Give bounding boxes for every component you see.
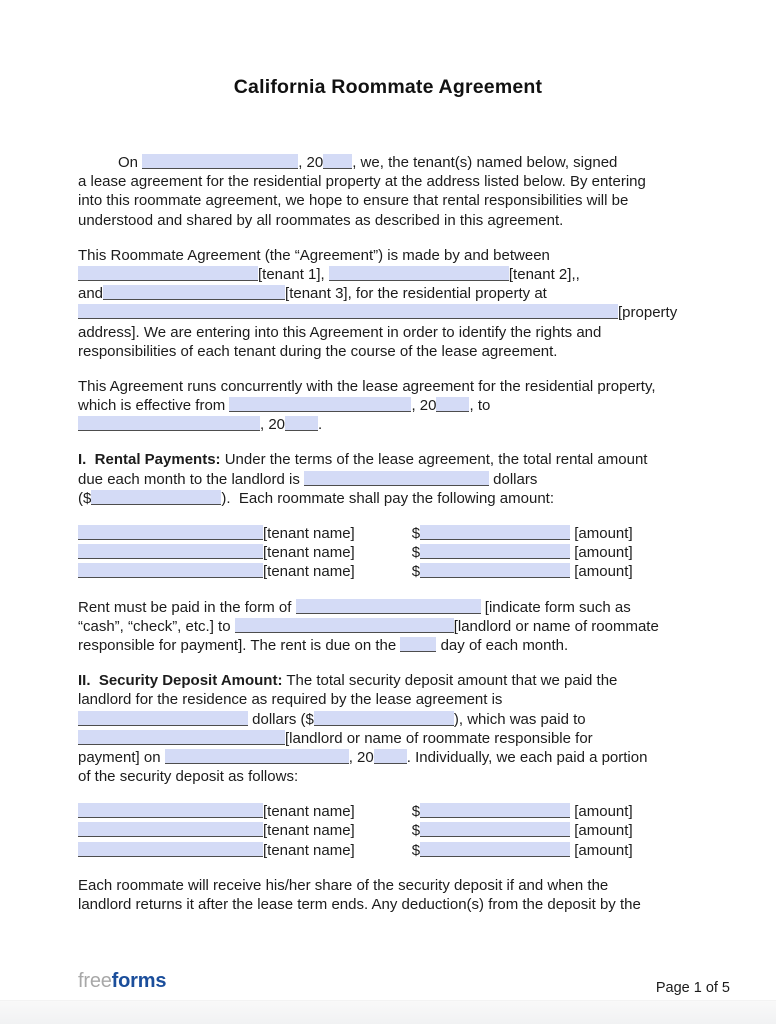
- text-run: landlord for the residence as required by the lease agreement is: [78, 691, 503, 709]
- text-run: landlord returns it after the lease term ends. Any deduction(s) from the deposit by the: [78, 896, 641, 913]
- form-blank-field[interactable]: [78, 416, 260, 431]
- text-run: , 20: [411, 397, 437, 415]
- text-run: $: [411, 841, 421, 859]
- text-run: , 20: [348, 748, 374, 766]
- text-run: Each roommate will receive his/her share of the security deposit if and when the: [78, 876, 609, 894]
- text-run: [tenant name]: [263, 822, 355, 840]
- text-run: [amount]: [570, 841, 633, 859]
- text-line: [78, 876, 736, 895]
- text-line: [78, 489, 736, 508]
- form-blank-field[interactable]: [420, 544, 570, 559]
- text-run: [amount]: [570, 822, 633, 840]
- text-run: which is effective from: [78, 397, 230, 415]
- text-run: and: [78, 285, 104, 303]
- form-blank-field[interactable]: [436, 397, 469, 412]
- spacer: [355, 556, 412, 557]
- intro-paragraph: [78, 153, 736, 230]
- text-line: [78, 450, 736, 469]
- section-heading-text: II. Security Deposit Amount:: [78, 672, 283, 690]
- text-line: [78, 767, 736, 786]
- page-title: California Roommate Agreement: [233, 76, 543, 98]
- form-blank-field[interactable]: [78, 266, 258, 281]
- form-blank-field[interactable]: [78, 711, 248, 726]
- text-run: [property: [618, 304, 678, 322]
- text-line: [78, 211, 736, 230]
- text-run: $: [411, 822, 421, 840]
- text-run: dollars ($: [248, 710, 314, 728]
- form-blank-field[interactable]: [420, 822, 570, 837]
- form-blank-field[interactable]: [229, 397, 411, 412]
- text-run: The total security deposit amount that we paid the: [282, 672, 618, 690]
- document-body: [0, 98, 776, 914]
- text-line: [78, 191, 736, 210]
- spacer: [355, 834, 412, 835]
- text-run: On: [118, 154, 143, 171]
- form-blank-field[interactable]: [420, 842, 570, 857]
- text-run: , 20: [260, 416, 286, 434]
- text-run: [tenant name]: [263, 563, 355, 581]
- text-run: day of each month.: [436, 636, 569, 654]
- text-run: $: [411, 563, 421, 581]
- text-line: [78, 598, 736, 617]
- form-blank-field[interactable]: [314, 711, 454, 726]
- text-run: of the security deposit as follows:: [78, 768, 299, 786]
- text-line: [78, 671, 736, 690]
- text-run: [amount]: [570, 525, 633, 542]
- text-run: [tenant name]: [263, 544, 355, 562]
- text-run: due each month to the landlord is: [78, 470, 304, 488]
- form-blank-field[interactable]: [78, 730, 285, 745]
- logo-text-forms: forms: [111, 970, 167, 992]
- text-run: responsibilities of each tenant during the course of the lease agreement.: [78, 342, 558, 360]
- spacer: [355, 815, 412, 816]
- spacer: [355, 854, 412, 855]
- page-number-label: Page 1 of 5: [655, 980, 730, 996]
- text-line: [78, 153, 736, 172]
- text-line: [78, 246, 736, 265]
- text-run: [indicate form such as: [480, 598, 631, 616]
- logo-text-free: free: [78, 970, 112, 992]
- text-run: .: [318, 416, 323, 434]
- text-run: $: [411, 525, 421, 542]
- form-blank-field[interactable]: [78, 822, 263, 837]
- text-run: [amount]: [570, 803, 633, 821]
- form-blank-field[interactable]: [323, 154, 352, 169]
- term-paragraph: [78, 377, 736, 435]
- text-line: [78, 562, 736, 581]
- text-line: [78, 802, 736, 821]
- form-blank-field[interactable]: [420, 803, 570, 818]
- text-run: “cash”, “check”, etc.] to: [78, 617, 235, 635]
- text-run: [tenant 3], for the residential property at: [285, 285, 547, 303]
- freeforms-logo[interactable]: [78, 969, 166, 993]
- form-blank-field[interactable]: [165, 749, 349, 764]
- text-line: [78, 841, 736, 860]
- deposit-return-paragraph: [78, 876, 736, 914]
- text-run: [tenant 1],: [258, 265, 329, 283]
- spacer: [78, 166, 118, 167]
- text-line: [78, 821, 736, 840]
- text-run: This Roommate Agreement (the “Agreement”) is made by and between: [78, 246, 550, 264]
- viewer-background-strip: [0, 1000, 776, 1024]
- text-line: [78, 172, 736, 191]
- text-run: [tenant name]: [263, 525, 355, 542]
- text-run: $: [411, 544, 421, 562]
- form-blank-field[interactable]: [329, 266, 509, 281]
- rent-share-table: [78, 524, 736, 582]
- spacer: [355, 537, 412, 538]
- form-blank-field[interactable]: [78, 544, 263, 559]
- text-line: [78, 748, 736, 767]
- section-heading-text: I. Rental Payments:: [78, 451, 221, 469]
- form-blank-field[interactable]: [78, 304, 618, 319]
- text-run: [tenant name]: [263, 803, 355, 821]
- text-run: ($: [78, 489, 92, 507]
- text-run: dollars: [488, 470, 538, 488]
- rent-form-paragraph: [78, 598, 736, 656]
- form-blank-field[interactable]: [142, 154, 298, 169]
- text-run: [amount]: [570, 563, 633, 581]
- form-blank-field[interactable]: [400, 637, 436, 652]
- text-run: Under the terms of the lease agreement, the total rental amount: [220, 451, 648, 469]
- text-run: payment] on: [78, 748, 165, 766]
- text-run: $: [411, 803, 421, 821]
- form-blank-field[interactable]: [103, 285, 285, 300]
- text-line: [78, 303, 736, 322]
- form-blank-field[interactable]: [420, 563, 570, 578]
- text-run: Rent must be paid in the form of: [78, 598, 296, 616]
- text-run: address]. We are entering into this Agreement in order to identify the rights and: [78, 323, 602, 341]
- text-line: [78, 617, 736, 636]
- text-run: [landlord or name of roommate: [453, 617, 659, 635]
- text-run: ), which was paid to: [453, 710, 586, 728]
- text-line: [78, 323, 736, 342]
- text-line: [78, 470, 736, 489]
- text-run: a lease agreement for the residential property at the address listed below. By entering: [78, 173, 646, 191]
- text-run: , we, the tenant(s) named below, signed: [352, 154, 618, 171]
- parties-paragraph: [78, 246, 736, 361]
- text-run: responsible for payment]. The rent is due on the: [78, 636, 401, 654]
- text-run: [landlord or name of roommate responsible for: [285, 729, 593, 747]
- form-blank-field[interactable]: [374, 749, 407, 764]
- text-run: understood and shared by all roommates as described in this agreement.: [78, 211, 564, 229]
- form-blank-field[interactable]: [91, 490, 221, 505]
- text-line: [78, 265, 736, 284]
- section-rental-payments: [78, 450, 736, 508]
- text-line: [78, 895, 736, 914]
- text-line: [78, 342, 736, 361]
- deposit-share-table: [78, 802, 736, 860]
- text-line: [78, 415, 736, 434]
- text-run: , 20: [298, 154, 324, 171]
- form-blank-field[interactable]: [78, 525, 263, 540]
- text-run: into this roommate agreement, we hope to ensure that rental responsibilities will be: [78, 192, 629, 210]
- text-run: [amount]: [570, 544, 633, 562]
- text-line: [78, 690, 736, 709]
- form-blank-field[interactable]: [285, 416, 318, 431]
- form-blank-field[interactable]: [296, 599, 481, 614]
- form-blank-field[interactable]: [235, 618, 454, 633]
- text-line: [78, 543, 736, 562]
- section-security-deposit: [78, 671, 736, 786]
- text-line: [78, 284, 736, 303]
- text-run: [tenant name]: [263, 841, 355, 859]
- spacer: [355, 575, 412, 576]
- text-run: ). Each roommate shall pay the following amount:: [221, 489, 555, 507]
- form-blank-field[interactable]: [78, 842, 263, 857]
- form-blank-field[interactable]: [78, 803, 263, 818]
- form-blank-field[interactable]: [78, 563, 263, 578]
- text-line: [78, 729, 736, 748]
- text-line: [78, 636, 736, 655]
- text-run: [tenant 2],,: [508, 265, 580, 283]
- text-line: [78, 524, 736, 543]
- form-blank-field[interactable]: [304, 471, 489, 486]
- text-line: [78, 710, 736, 729]
- form-blank-field[interactable]: [420, 525, 570, 540]
- text-run: This Agreement runs concurrently with the lease agreement for the residential property,: [78, 377, 656, 395]
- text-line: [78, 396, 736, 415]
- text-run: . Individually, we each paid a portion: [406, 748, 648, 766]
- text-run: , to: [469, 397, 491, 415]
- text-line: [78, 377, 736, 396]
